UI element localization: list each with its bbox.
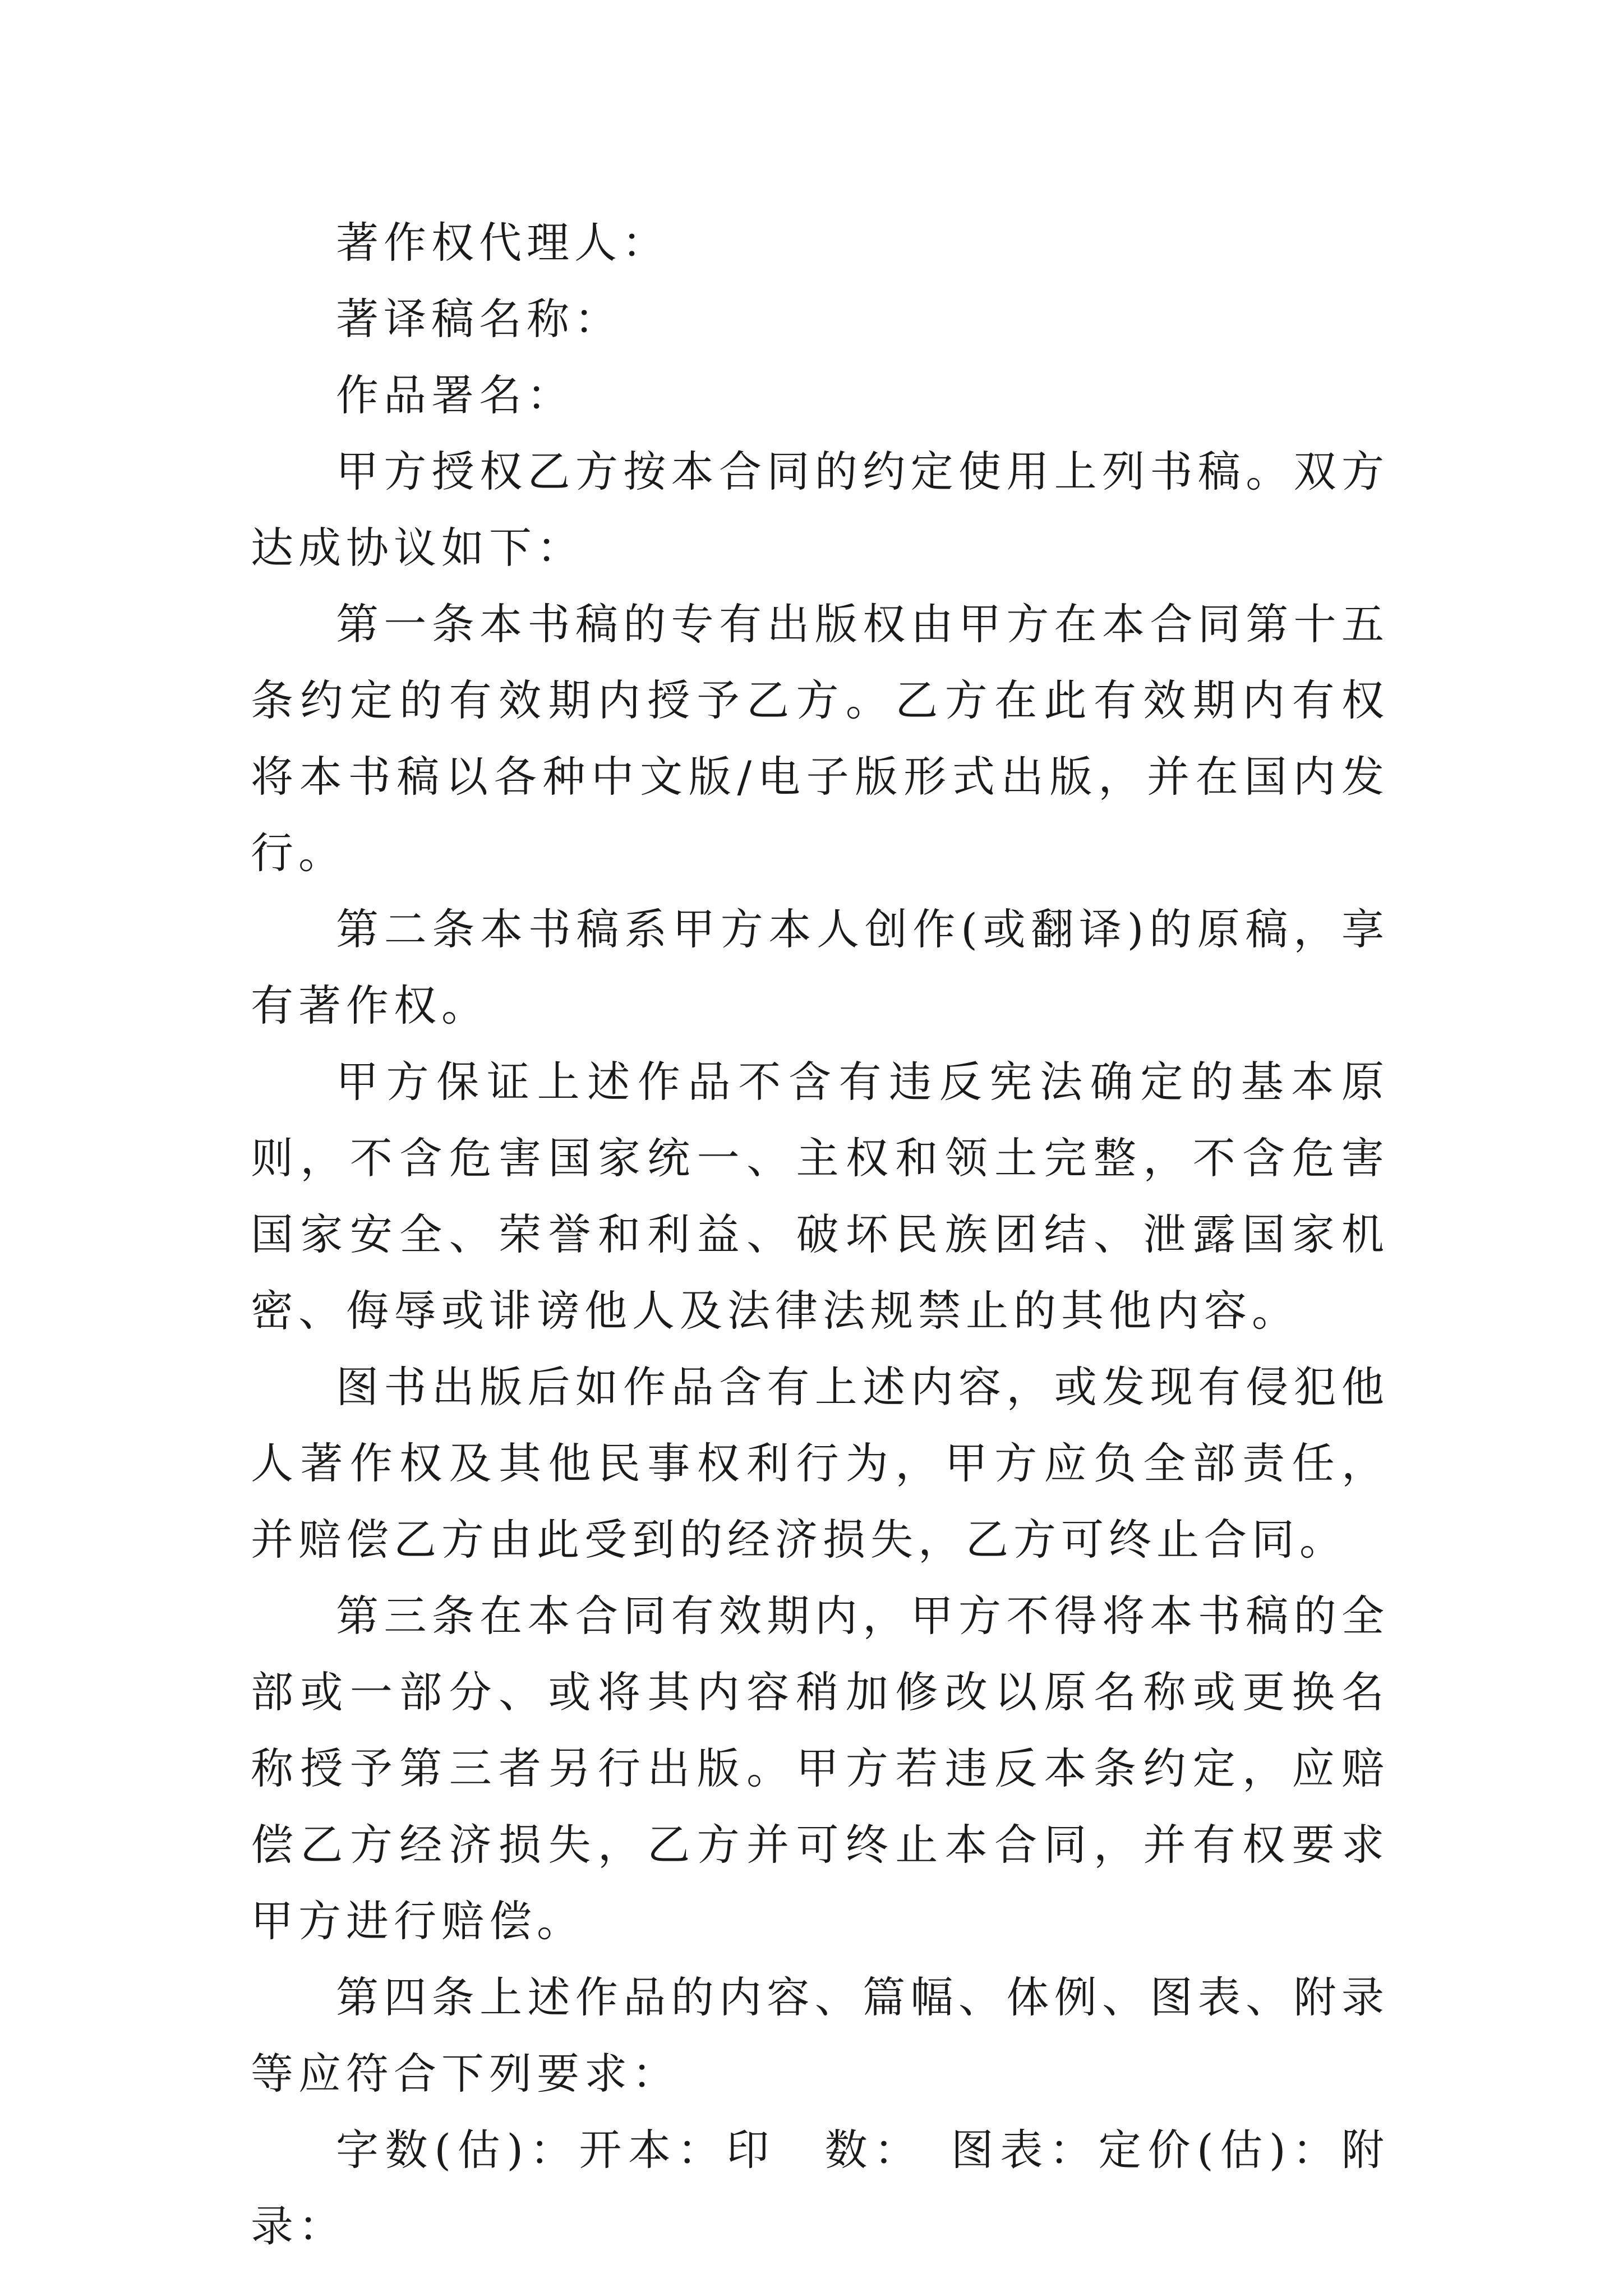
paragraph-manuscript-title: 著译稿名称： <box>336 294 622 344</box>
paragraph-article-3: 第三条在本合同有效期内，甲方不得将本书稿的全部或一部分、或将其内容稍加修改以原名称或更换名称授予第三者另行出版。甲方若违反本条约定，应赔偿乙方经济损失，乙方并可终止本合同，并有权要求甲方进行赔偿。 <box>251 1591 1389 1946</box>
paragraph-article-2: 第二条本书稿系甲方本人创作(或翻译)的原稿，享有著作权。 <box>251 904 1389 1030</box>
paragraph-specifications: 字数(估)：开本：印 数： 图表：定价(估)：附录： <box>251 2125 1389 2251</box>
paragraph-copyright-agent: 著作权代理人： <box>336 218 670 268</box>
paragraph-article-1: 第一条本书稿的专有出版权由甲方在本合同第十五条约定的有效期内授予乙方。乙方在此有效期内有权将本书稿以各种中文版/电子版形式出版，并在国内发行。 <box>251 599 1389 878</box>
document-body <box>251 205 1389 2265</box>
paragraph-authorization: 甲方授权乙方按本合同的约定使用上列书稿。双方达成协议如下： <box>251 447 1389 573</box>
paragraph-work-byline: 作品署名： <box>336 370 574 420</box>
paragraph-content-guarantee: 甲方保证上述作品不含有违反宪法确定的基本原则，不含危害国家统一、主权和领土完整，不含危害国家安全、荣誉和利益、破坏民族团结、泄露国家机密、侮辱或诽谤他人及法律法规禁止的其他内容。 <box>251 1057 1389 1336</box>
paragraph-article-4: 第四条上述作品的内容、篇幅、体例、图表、附录等应符合下列要求： <box>251 1972 1389 2099</box>
paragraph-liability: 图书出版后如作品含有上述内容，或发现有侵犯他人著作权及其他民事权利行为，甲方应负全部责任，并赔偿乙方由此受到的经济损失，乙方可终止合同。 <box>251 1362 1389 1565</box>
